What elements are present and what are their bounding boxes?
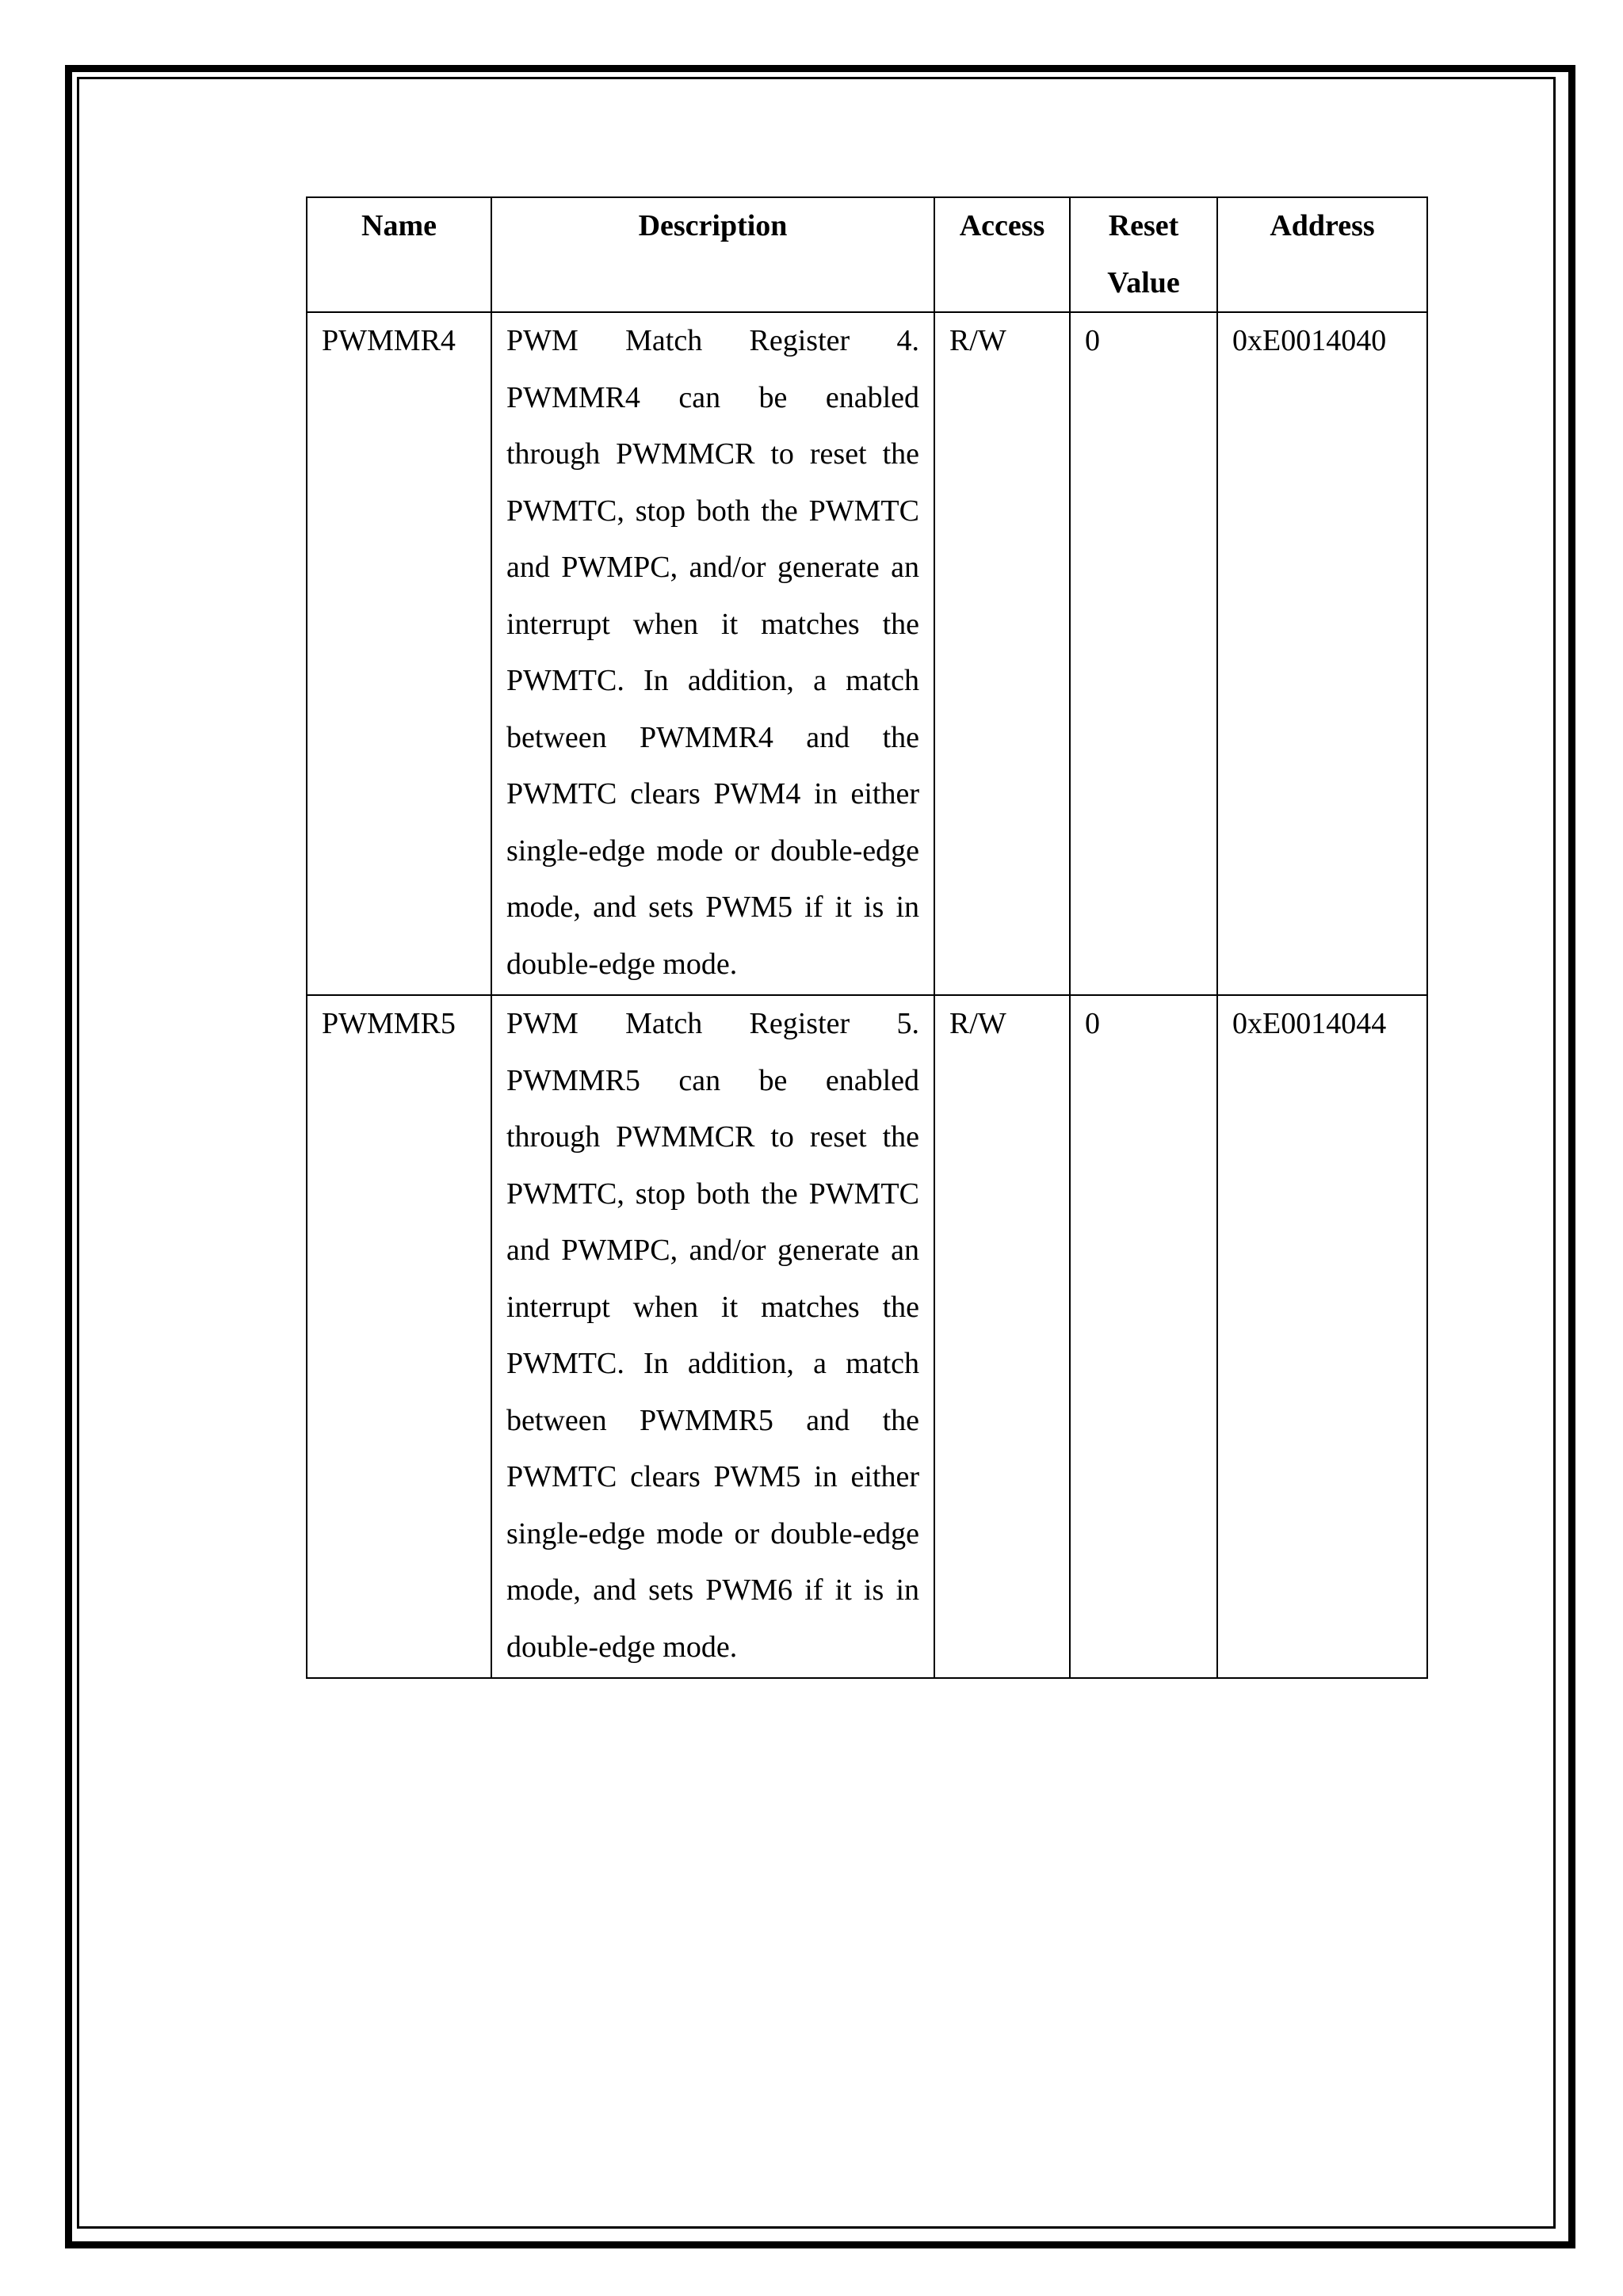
cell-address: 0xE0014044 [1217,995,1427,1678]
cell-address: 0xE0014040 [1217,312,1427,995]
header-address: Address [1217,197,1427,312]
header-reset-value-line2: Value [1107,265,1180,299]
table-row [307,995,1427,1678]
cell-name: PWMMR4 [307,312,491,995]
cell-access: R/W [934,312,1070,995]
header-name: Name [307,197,491,312]
table-body [307,312,1427,1678]
cell-reset-value: 0 [1070,312,1217,995]
table-row [307,312,1427,995]
register-table [306,196,1428,1679]
header-row [307,197,1427,312]
cell-reset-value: 0 [1070,995,1217,1678]
cell-name: PWMMR5 [307,995,491,1678]
cell-access: R/W [934,995,1070,1678]
header-access: Access [934,197,1070,312]
header-reset-value-line1: Reset [1108,209,1179,242]
header-reset-value [1070,197,1217,312]
table-header [307,197,1427,312]
header-description: Description [491,197,934,312]
cell-description: PWM Match Register 5. PWMMR5 can be enabled through PWMMCR to reset the PWMTC, stop both the PWMTC and PWMPC, and/or generate an interrupt when it matches the PWMTC. In addition, a match between PWMMR5 and the PWMTC clears PWM5 in either single-edge mode or double-edge mode, and sets PWM6 if it is in double-edge mode. [491,995,934,1678]
cell-description: PWM Match Register 4. PWMMR4 can be enabled through PWMMCR to reset the PWMTC, stop both the PWMTC and PWMPC, and/or generate an interrupt when it matches the PWMTC. In addition, a match between PWMMR4 and the PWMTC clears PWM4 in either single-edge mode or double-edge mode, and sets PWM5 if it is in double-edge mode. [491,312,934,995]
